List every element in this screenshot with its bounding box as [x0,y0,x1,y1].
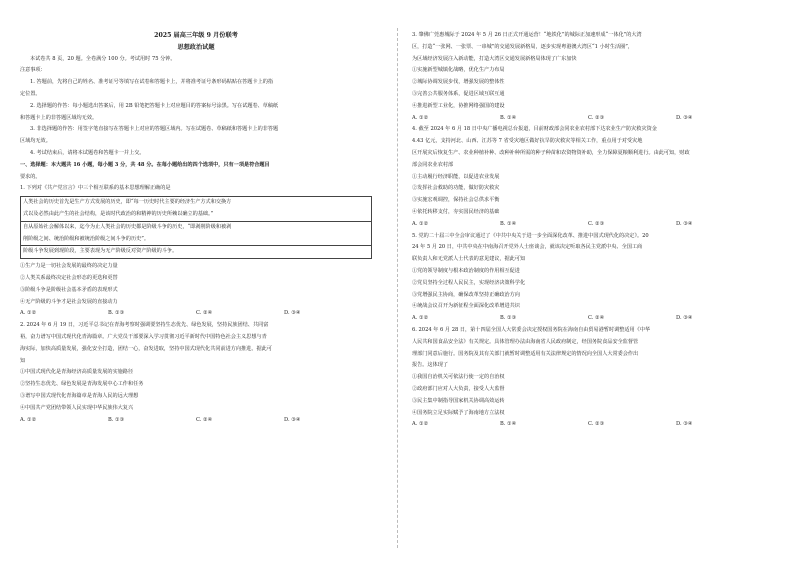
q1-choice-d[interactable]: D. ③④ [284,310,301,317]
q6-option-2: ②政府部门应对人大负责，接受人大监督 [412,385,505,392]
q2-choice-d[interactable]: D. ③④ [284,416,301,423]
q5-choices [412,313,764,325]
q5-stem-line-2: 24 年 5 月 20 日，中共中央在中南海召开党外人士座谈会，就该决定听取各民主党派中央、全国工商 [412,244,643,251]
q6-choice-b[interactable]: B. ①④ [500,421,517,428]
q4-option-4: ④依托转移支付，夯实国民经济的基础 [412,208,500,215]
exam-intro: 本试卷共 8 页，20 题。全卷满分 100 分。考试用时 75 分钟。 [30,55,176,62]
q2-option-4: ④中国共产党团结带领人民实现中华民族伟大复兴 [20,404,134,411]
q2-stem-line-4: 知 [20,357,26,364]
q3-choice-d[interactable]: D. ③④ [676,114,693,121]
q5-option-4: ④统战会议召开为新征程全面深化改革增进共识 [412,303,520,310]
note-3-line-1: 3. 非选择题的作答：用签字笔直接写在答题卡上对应的答题区域内。写在试题卷、草稿纸和答题卡上的非答题 [30,126,279,133]
q6-option-1: ①我国自治机关可依法行使一定的自治权 [412,374,505,381]
q1-material-box [20,196,372,259]
q6-option-4: ④国务院立足实际赋予了海南地方立法权 [412,409,505,416]
q6-stem-line-4: 报告。这体现了 [412,362,448,369]
q5-option-1: ①党的领导制度与根本政治制度的作用相互促进 [412,267,520,274]
note-3-line-2: 区域均无效。 [20,138,51,145]
q1-stem: 1. 下列对《共产党宣言》中三个相互联系的基本思想理解正确的是 [20,185,171,192]
q2-option-1: ①中国式现代化是青海经济高质量发展的实施路径 [20,369,134,376]
q5-option-3: ③党增强民主协商，确保改革坚持正确政治方向 [412,291,520,298]
q2-choice-b[interactable]: B. ①③ [108,416,125,423]
note-4-line-1: 4. 考试结束后，请将本试题卷和答题卡一并上交。 [30,149,145,156]
q3-option-3: ③完善公共服务体系，促进区域互联互通 [412,90,505,97]
q6-choice-a[interactable]: A. ①② [412,421,429,428]
q4-choice-b[interactable]: B. ①④ [500,220,517,227]
q6-choices [412,419,764,431]
q6-stem-line-1: 6. 2024 年 6 月 28 日，第十四届全国人大常委会决定授权国务院在海南自由贸易港暂时调整适用《中华 [412,326,651,333]
q5-choice-b[interactable]: B. ①③ [500,315,517,322]
q4-choice-c[interactable]: C. ②③ [588,220,605,227]
q3-choice-a[interactable]: A. ①② [412,114,429,121]
q1-material-1-line-1: 人类社会的历史首先是生产方式发展的历史，即“每一历史时代主要的经济生产方式和交换方 [23,199,232,206]
q2-option-2: ②坚持生态优先、绿色发展是青海发展中心工作和任务 [20,381,144,388]
q5-choice-d[interactable]: D. ③④ [676,315,693,322]
q4-option-2: ②发挥社会救助的功能，做好防灾救灾 [412,185,500,192]
q4-option-3: ③实施宏观调控，保持社会总供求平衡 [412,197,500,204]
q2-choices [20,415,372,427]
column-divider [397,28,398,548]
q2-option-3: ③谱写中国式现代化青海篇章是青海人民的远大理想 [20,392,139,399]
q4-stem-line-3: 区开展灾后恢复生产、农业种植补种、改种补种所需的种子种苗和农资物资补助，全力保障夏粮顺利进行。由此可知，财政 [412,149,690,156]
q1-material-2-line-1: 自从原始社会解体以来，迄今为止人类社会的历史都是阶级斗争的历史，“即剥削阶级和被剥 [23,223,232,230]
exam-title: 2025 届高三年级 9 月份联考 [154,32,238,39]
note-1-line-2: 定位置。 [20,90,41,97]
q4-stem-line-4: 部会同农业农村部 [412,161,454,168]
q1-choice-b[interactable]: B. ①③ [108,310,125,317]
q5-stem-line-3: 联负责人和无党派人士代表的意见建议，据此可知 [412,256,526,263]
notes-heading: 注意事项： [20,67,46,74]
q3-choices [412,113,764,125]
q5-choice-c[interactable]: C. ②④ [588,315,605,322]
q3-option-2: ②城际协调发展步伐，增强发展的整体性 [412,79,505,86]
section1-line-1: 一、选择题：本大题共 16 小题，每小题 3 分，共 48 分。在每小题给出的四个选项中，只有一项是符合题目 [20,161,270,168]
q6-stem-line-2: 人民共和国食品安全法》有关规定。具体管理办法由海南省人民政府制定，经国务院食品安全监督管 [412,338,639,345]
q4-choice-a[interactable]: A. ①② [412,220,429,227]
left-column [20,30,372,426]
q5-choice-a[interactable]: A. ①② [412,315,429,322]
q1-option-2: ②人类关系最终决定社会形态的更迭和更替 [20,274,118,281]
q6-option-3: ③民主集中制指导国家机关协调高效运转 [412,397,505,404]
q2-stem-line-1: 2. 2024 年 6 月 19 日，习近平总书记在青海考察时强调要坚持生态优先、绿色发展，坚持民族团结、共同富 [20,322,269,329]
q2-choice-c[interactable]: C. ②④ [196,416,213,423]
q3-choice-c[interactable]: C. ②③ [588,114,605,121]
q2-stem-line-3: 海实际，加快高质量发展，强化安全打造，团结一心，奋发进取，坚持中国式现代化共同前进方向推进。据此可 [20,345,272,352]
q3-stem-line-1: 3. 肇佛广莞惠城际于 2024 年 5 月 26 日正式开通运营！“地铁化”的城际正加速形成“一体化”的大湾 [412,32,642,38]
q1-option-1: ①生产力是一切社会发展的最终的决定力量 [20,263,118,270]
q2-choice-a[interactable]: A. ①② [20,416,37,423]
q4-stem-line-1: 4. 截至 2024 年 6 月 18 日中央广播电视总台报道，目前财政部会同农业农村部下达农业生产防灾救灾资金 [412,126,657,133]
q5-option-2: ②党员坚持全过程人民民主，实现经济决策科学化 [412,279,526,286]
q3-choice-b[interactable]: B. ①④ [500,114,517,121]
note-1-line-1: 1. 答题前，先将自己的姓名、准考证号等填写在试卷和答题卡上，并将准考证号条形码粘贴在答题卡上的指 [30,79,274,86]
q6-choice-d[interactable]: D. ③④ [676,421,693,428]
q1-choice-a[interactable]: A. ①② [20,310,37,317]
q1-option-4: ④无产阶级的斗争才是社会发展的直接动力 [20,298,118,305]
q3-option-1: ①实施新型城镇化战略，优化生产力布局 [412,67,505,74]
q3-stem-line-3: 为区域经济发展注入新动能，打造大湾区交通发展新格局体现了广东加快 [412,55,577,62]
subject-title: 思想政治试题 [177,43,215,51]
note-2-line-1: 2. 选择题的作答：每小题选出答案后，用 2B 铅笔把答题卡上对应题目的答案标号涂黑。写在试题卷、草稿纸 [30,102,279,109]
q1-material-1-line-2: 式以及必然由此产生的社会结构，是该时代政治的和精神的历史所赖以确立的基础。” [23,210,214,217]
q1-choices [20,308,372,320]
q4-choice-d[interactable]: D. ③④ [676,220,693,227]
q3-stem-line-2: 区，打造“一张网、一张票、一串城”的交通发展新格局，逐步实现粤港澳大湾区“1 小时生活圈”， [412,43,634,50]
q6-choice-c[interactable]: C. ②③ [588,421,605,428]
q4-choices [412,219,764,231]
section1-line-2: 要求的。 [20,173,41,180]
q4-option-1: ①主动履行经济职能，以促进农业发展 [412,173,500,180]
right-column [412,30,764,431]
q1-material-2-line-2: 削阶级之间、统治阶级和被统治阶级之间斗争的历史”。 [23,235,150,242]
note-2-line-2: 和答题卡上的非答题区域均无效。 [20,114,98,121]
q4-stem-line-2: 4.43 亿元，支持河北、山西、江苏等 7 省受灾地区做好抗旱防灾救灾等相关工作，重点用于对受灾地 [412,138,643,145]
q1-material-3-line-1: 阶级斗争发展到现阶段，主要表现为无产阶级反对资产阶级的斗争。 [23,248,178,255]
q1-option-3: ③阶级斗争是阶级社会基本矛盾的表现形式 [20,286,118,293]
q6-stem-line-3: 理部门同意后施行。国务院及其有关部门就暂时调整适用有关法律规定的情况向全国人大常委会作出 [412,350,639,357]
q1-choice-c[interactable]: C. ②④ [196,310,213,317]
q2-stem-line-2: 裕，奋力谱写中国式现代化青海篇章。广大党员干部要深入学习贯彻习近平新时代中国特色社会主义思想与青 [20,333,267,340]
q3-option-4: ④推进新型工业化，协推网络强国的建设 [412,102,505,109]
q5-stem-line-1: 5. 党的二十届三中全会审议通过了《中共中央关于进一步全面深化改革、推进中国式现代化的决定》。20 [412,232,649,239]
